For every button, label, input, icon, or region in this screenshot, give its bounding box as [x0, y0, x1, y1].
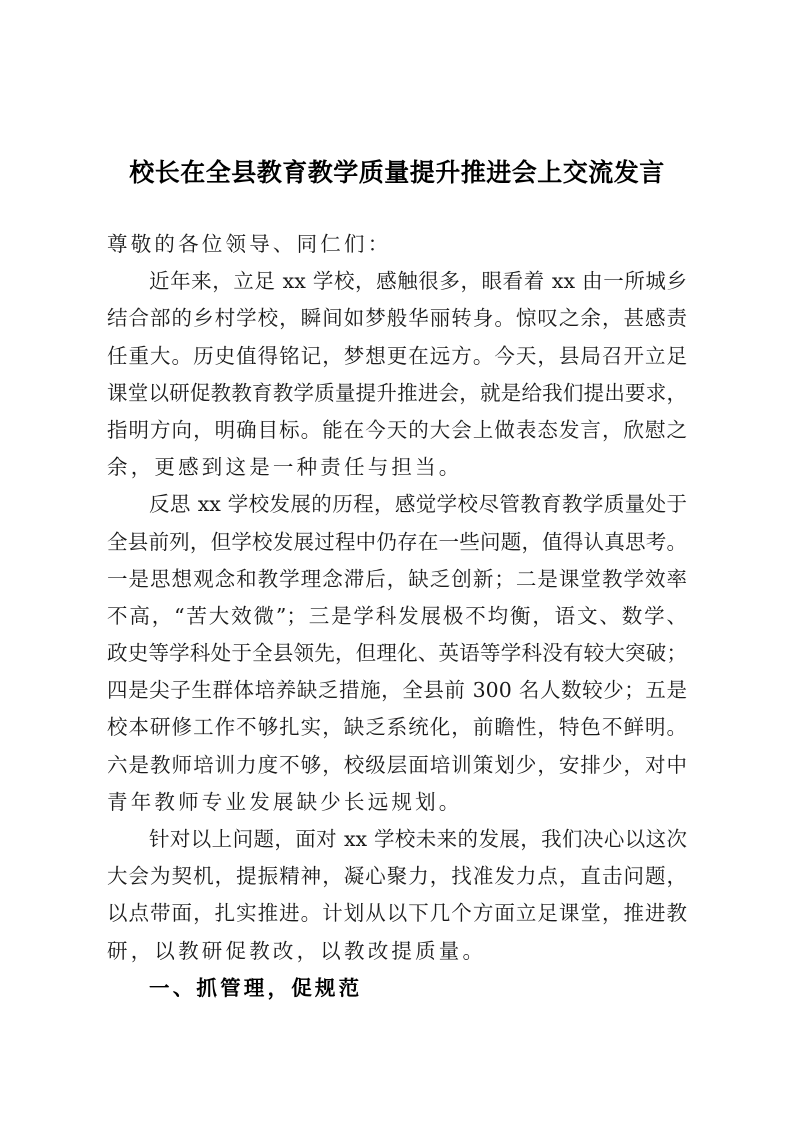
paragraph-line: 针对以上问题，面对 xx 学校未来的发展，我们决心以这次: [149, 827, 687, 851]
paragraph-line: 研，以教研促教改，以教改提质量。: [107, 938, 487, 963]
paragraph-line: 余，更感到这是一种责任与担当。: [107, 455, 463, 480]
paragraph-2: [107, 486, 687, 821]
paragraph-line: 指明方向，明确目标。能在今天的大会上做表态发言，欣慰之: [107, 417, 687, 442]
document-body: [107, 226, 687, 1007]
paragraph-3: [107, 821, 687, 970]
paragraph-line: 任重大。历史值得铭记，梦想更在远方。今天，县局召开立足: [107, 343, 687, 368]
paragraph-1: [107, 263, 687, 486]
paragraph-line: 四是尖子生群体培养缺乏措施，全县前 300 名人数较少；五是: [107, 678, 687, 703]
paragraph-line: 课堂以研促教教育教学质量提升推进会，就是给我们提出要求，: [107, 380, 687, 405]
section-heading: 一、抓管理，促规范: [149, 975, 363, 1000]
paragraph-line: 全县前列，但学校发展过程中仍存在一些问题，值得认真思考。: [107, 529, 687, 554]
paragraph-line: 一是思想观念和教学理念滞后，缺乏创新；二是课堂教学效率: [107, 566, 687, 591]
paragraph-line: 结合部的乡村学校，瞬间如梦般华丽转身。惊叹之余，甚感责: [107, 306, 687, 331]
paragraph-line: 反思 xx 学校发展的历程，感觉学校尽管教育教学质量处于: [149, 492, 687, 517]
paragraph-line: 校本研修工作不够扎实，缺乏系统化，前瞻性，特色不鲜明。: [107, 715, 687, 740]
paragraph-line: 近年来，立足 xx 学校，感触很多，眼看着 xx 由一所城乡: [149, 269, 687, 294]
paragraph-line: 青年教师专业发展缺少长远规划。: [107, 789, 463, 814]
paragraph-line: 六是教师培训力度不够，校级层面培训策划少，安排少，对中: [107, 752, 687, 777]
paragraph-line: 大会为契机，提振精神，凝心聚力，找准发力点，直击问题，: [107, 864, 687, 889]
paragraph-line: 以点带面，扎实推进。计划从以下几个方面立足课堂，推进教: [107, 901, 687, 926]
paragraph-line: 不高，“苦大效微”；三是学科发展极不均衡，语文、数学、: [107, 603, 687, 628]
document-title: 校长在全县教育教学质量提升推进会上交流发言: [129, 158, 665, 187]
salutation: 尊敬的各位领导、同仁们：: [107, 232, 392, 256]
paragraph-line: 政史等学科处于全县领先，但理化、英语等学科没有较大突破；: [107, 641, 687, 666]
